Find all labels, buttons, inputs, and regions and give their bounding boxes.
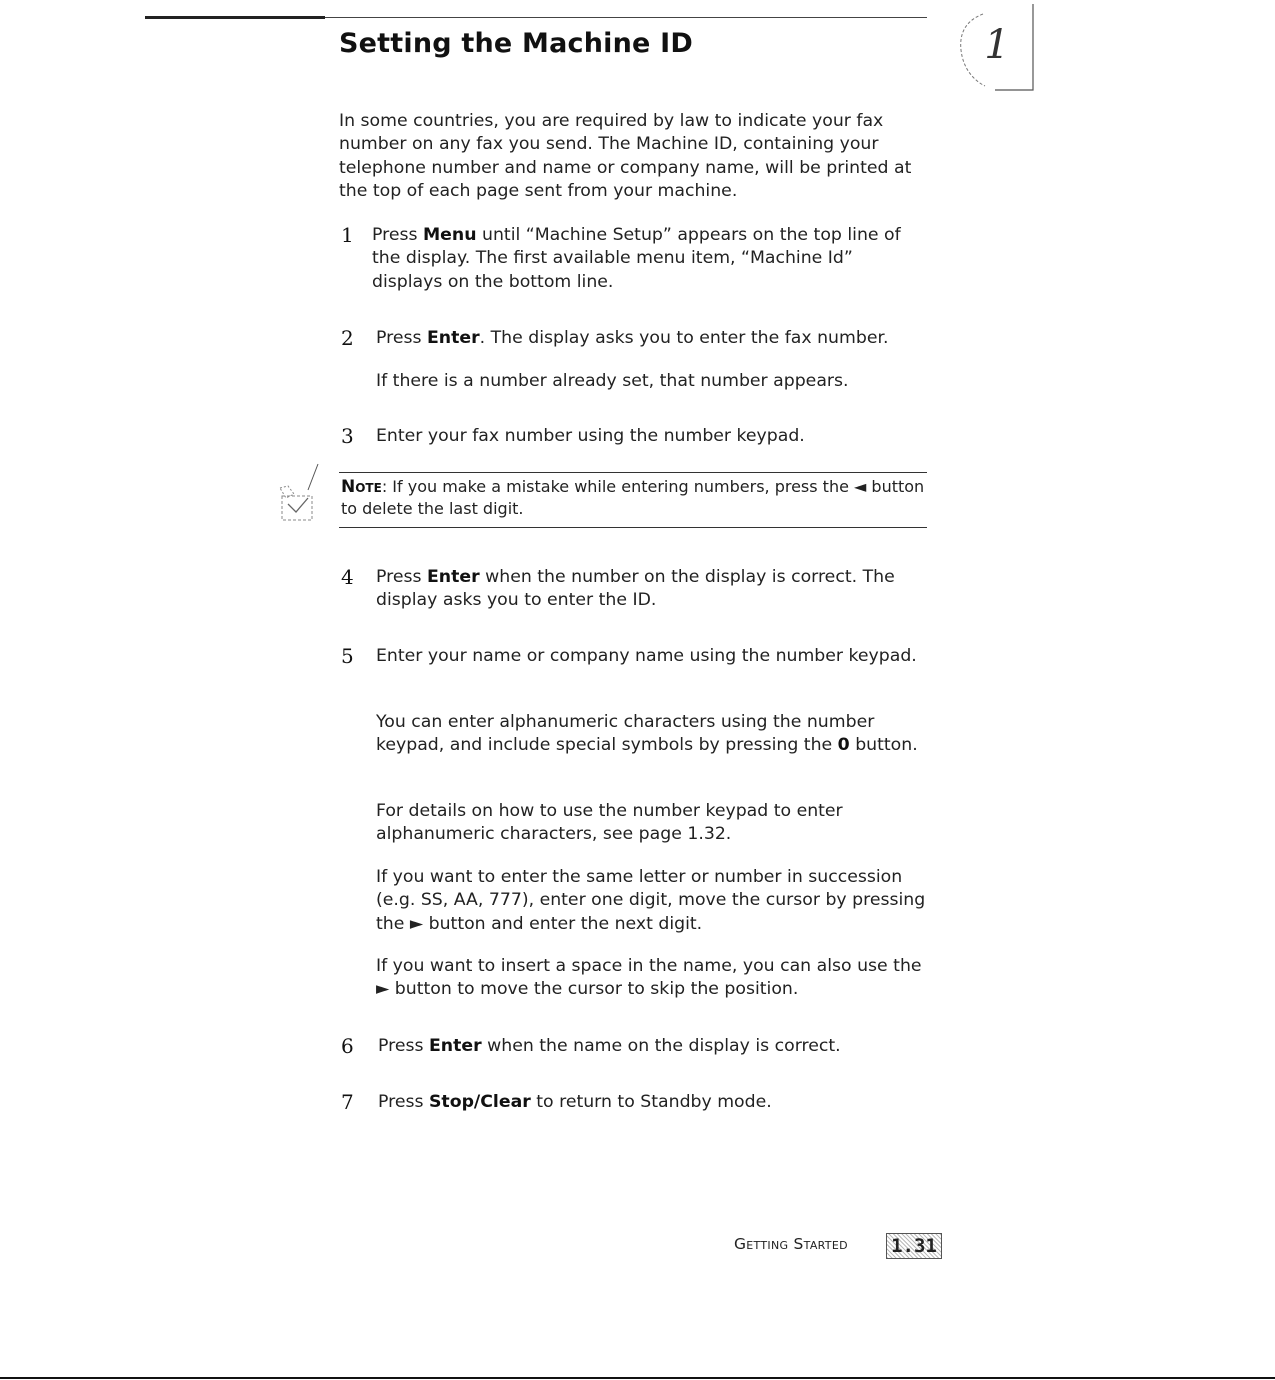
note-pencil-icon [274, 460, 322, 524]
step-number: 5 [341, 644, 354, 668]
step-number: 4 [341, 565, 354, 589]
step-detail: If there is a number already set, that number appears. [376, 371, 849, 391]
step-text: Press Stop/Clear to return to Standby mode. [378, 1092, 772, 1112]
step-detail: You can enter alphanumeric characters using the number keypad, and include special symbols by pressing the 0 button. [376, 712, 918, 756]
step-text: Press Menu until “Machine Setup” appears on the top line of the display. The first available menu item, “Machine Id” displays on the bottom line. [372, 225, 901, 292]
page-number-badge: 1.31 [886, 1233, 942, 1259]
step-text: Enter your name or company name using the number keypad. [376, 646, 917, 666]
intro-paragraph: In some countries, you are required by law to indicate your fax number on any fax you send. The Machine ID, containing your telephone number and name or company name, will be printed at the top of each page sent from your machine. [339, 111, 912, 201]
chapter-tab-icon [955, 2, 1037, 92]
step-number: 1 [341, 223, 354, 247]
step-detail: For details on how to use the number keypad to enter alphanumeric characters, see page 1.32. [376, 801, 843, 845]
note-text: : If you make a mistake while entering numbers, press the ◄ button to delete the last digit. [341, 477, 925, 518]
note-label: Note [341, 477, 382, 497]
step-text: Press Enter when the number on the display is correct. The display asks you to enter the ID. [376, 567, 895, 611]
step-text: Enter your fax number using the number keypad. [376, 426, 805, 446]
step-number: 7 [341, 1090, 354, 1114]
note-rule-bottom [339, 527, 927, 528]
header-rule-accent [145, 16, 325, 19]
bottom-rule [0, 1377, 1275, 1379]
header-rule [325, 17, 927, 18]
note-rule-top [339, 472, 927, 473]
footer-section-label: Getting Started [734, 1235, 848, 1253]
step-number: 6 [341, 1034, 354, 1058]
step-number: 3 [341, 424, 354, 448]
step-detail: If you want to insert a space in the name, you can also use the ► button to move the cursor to skip the position. [376, 956, 922, 1000]
step-text: Press Enter when the name on the display is correct. [378, 1036, 841, 1056]
step-detail: If you want to enter the same letter or number in succession (e.g. SS, AA, 777), enter one digit, move the cursor by pressing the ► button and enter the next digit. [376, 867, 926, 934]
step-number: 2 [341, 326, 354, 350]
chapter-number: 1 [984, 22, 1010, 68]
note-box [341, 476, 926, 520]
step-text: Press Enter. The display asks you to enter the fax number. [376, 328, 889, 348]
page-title: Setting the Machine ID [339, 28, 693, 59]
